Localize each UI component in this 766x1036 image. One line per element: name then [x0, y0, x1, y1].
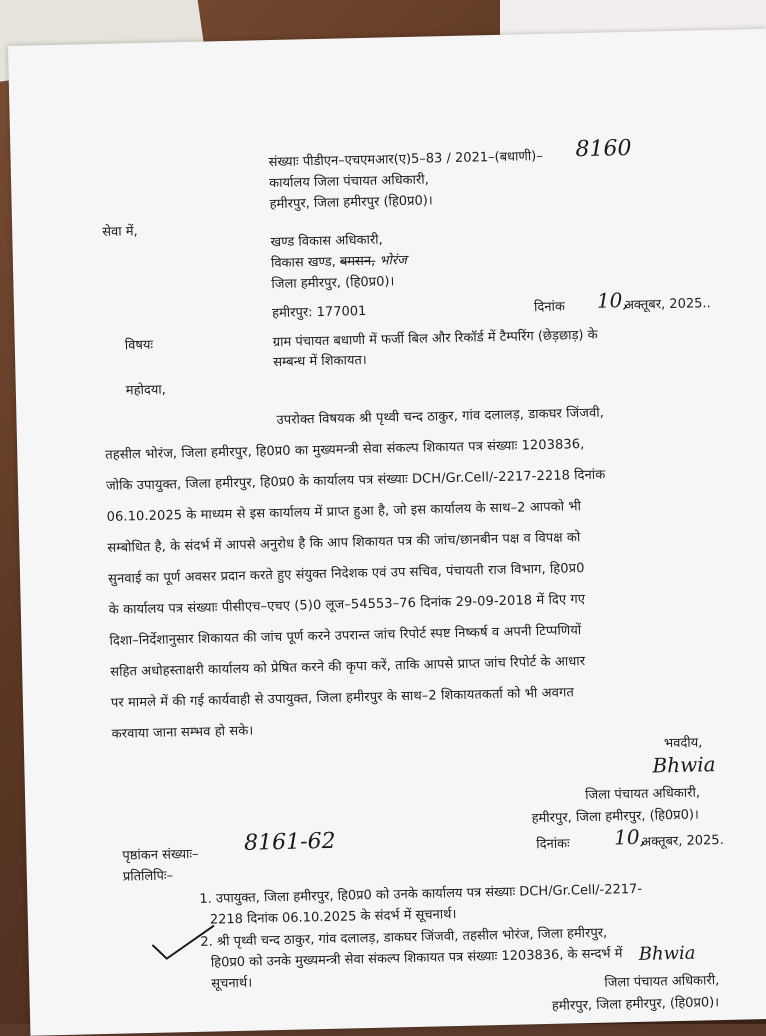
subject-line-2: सम्बन्ध में शिकायत।: [273, 352, 367, 371]
reference-number-handwritten: 8160: [575, 135, 632, 163]
struck-text: बमसन,: [339, 253, 376, 270]
date-month-year: अक्तूबर, 2025..: [623, 296, 711, 314]
body-line: सम्बोधित है, के संदर्भ में आपसे अनुरोध है कि आप शिकायत पत्र की जांच/छानबीन पक्ष व विपक्ष को: [107, 530, 581, 556]
endorsement-number-handwritten: 8161-62: [243, 828, 336, 856]
body-line: के कार्यालय पत्र संख्याः पीसीएच–एचए (5)0 लूज–54553–76 दिनांक 29-09-2018 में दिए गए: [108, 592, 586, 618]
copy-item-2-line-1: 2. श्री पृथ्वी चन्द ठाकुर, गांव दलालड़, डाकघर जिंजवी, तहसील भोरंज, जिला हमीरपुर,: [200, 925, 608, 950]
reference-number: संख्याः पीडीएन–एचएमआर(ए)5–83 / 2021–(बधाणी)–: [268, 148, 543, 171]
body-line: सुनवाई का पूर्ण अवसर प्रदान करते हुए संयुक्त निदेशक एवं उप सचिव, पंचायती राज विभाग, हि0प्र0: [107, 561, 585, 587]
endorsement-date-handwritten: 10,: [613, 824, 647, 850]
body-line: करवाया जाना सम्भव हो सके।: [111, 723, 254, 742]
signature: Bhwia: [652, 752, 716, 778]
subject-label: विषयः: [124, 337, 154, 354]
signatory-title: जिला पंचायत अधिकारी,: [584, 785, 701, 804]
signatory-title-2: जिला पंचायत अधिकारी,: [604, 973, 720, 991]
recipient-line-2: [271, 250, 407, 271]
recipient-line-1: खण्ड विकास अधिकारी,: [270, 232, 383, 251]
copy-item-1-line-1: 1. उपायुक्त, जिला हमीरपुर, हि0प्र0 को उनके कार्यालय पत्र संख्याः DCH/Gr.Cell/-2217-: [199, 881, 643, 907]
copy-to-label: प्रतिलिपिः–: [122, 868, 174, 885]
body-line: 06.10.2025 के माध्यम से इस कार्यालय में प्राप्त हुआ है, जो इस कार्यालय के साथ–2 आपको भी: [106, 499, 582, 525]
body-line: पर मामले में की गई कार्यवाही से उपायुक्त, जिला हमीरपुर के साथ–2 शिकायतकर्ता को भी अवगत: [110, 685, 575, 711]
copy-item-2-line-2: हि0प्र0 को उनके मुख्यमन्त्री सेवा संकल्प शिकायत पत्र संख्याः 1203836, के सन्दर्भ में: [210, 946, 623, 971]
place-pincode: हमीरपुर: 177001: [271, 303, 367, 322]
signatory-office: हमीरपुर, जिला हमीरपुर, (हि0प्र0)।: [531, 807, 700, 827]
signatory-office-2: हमीरपुर, जिला हमीरपुर, (हि0प्र0)।: [551, 995, 720, 1014]
copy-item-1-line-2: 2218 दिनांक 06.10.2025 के संदर्भ में सूचनार्थ।: [209, 907, 457, 928]
date-handwritten: 10,: [596, 287, 630, 313]
endorsement-date-label: दिनांकः: [536, 836, 570, 853]
handwritten-block-name: भोरंज: [379, 253, 408, 269]
date-label: दिनांक: [533, 299, 566, 316]
seva-mein: सेवा में,: [102, 224, 138, 240]
body-line: सहित अधोहस्ताक्षरी कार्यालय को प्रेषित करने की कृपा करें, ताकि आपसे प्राप्त जांच रिपोर्ट के आधार: [110, 654, 586, 680]
letter-document: [8, 29, 766, 1036]
signature: Bhwia: [638, 942, 696, 965]
body-line: जोकि उपायुक्त, जिला हमीरपुर, हि0प्र0 के कार्यालय पत्र संख्याः DCH/Gr.Cell/-2217-2218 दिनांक: [105, 467, 606, 494]
body-line: दिशा–निर्देशानुसार शिकायत की जांच पूर्ण करने उपरान्त जांच रिपोर्ट स्पष्ट निष्कर्ष व अपनी टिप्पणियों: [109, 623, 582, 649]
subject-line-1: ग्राम पंचायत बधाणी में फर्जी बिल और रिकॉर्ड में टैम्परिंग (छेड़छाड़) के: [272, 327, 598, 351]
closing: भवदीय,: [663, 735, 703, 752]
office-line-1: कार्यालय जिला पंचायत अधिकारी,: [269, 172, 429, 192]
endorsement-label: पृष्ठांकन संख्याः–: [122, 846, 199, 864]
office-line-2: हमीरपुर, जिला हमीरपुर (हि0प्र0)।: [269, 193, 433, 213]
endorsement-date-rest: अक्तूबर, 2025.: [641, 832, 724, 850]
recipient-line-3: जिला हमीरपुर, (हि0प्र0)।: [271, 274, 395, 293]
body-line: तहसील भोरंज, जिला हमीरपुर, हि0प्र0 का मुख्यमन्त्री सेवा संकल्प शिकायत पत्र संख्याः 1203836,: [105, 437, 585, 463]
body-line: उपरोक्त विषयक श्री पृथ्वी चन्द ठाकुर, गांव दलालड़, डाकघर जिंजवी,: [276, 405, 605, 429]
recipient-block-prefix: विकास खण्ड,: [270, 254, 336, 272]
salutation: महोदया,: [125, 382, 167, 399]
copy-item-2-line-3: सूचनार्थ।: [211, 975, 253, 992]
